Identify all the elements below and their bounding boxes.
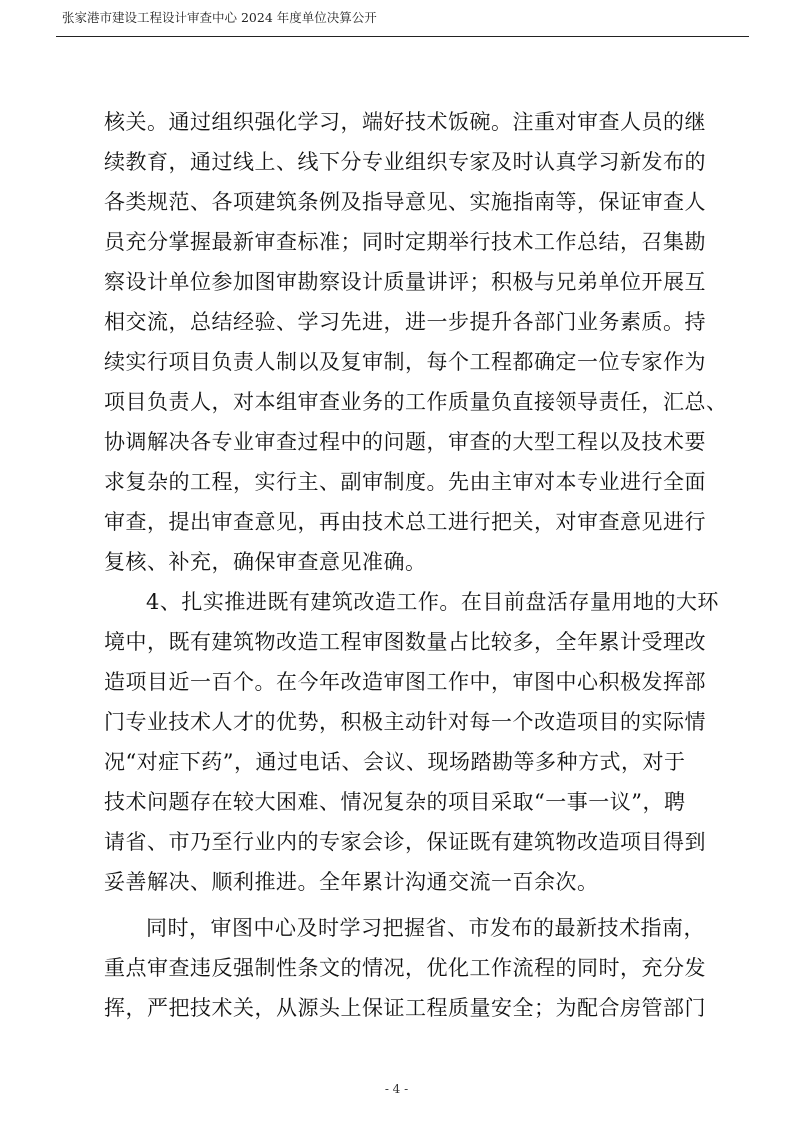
- running-header: 张家港市建设工程设计审查中心 2024 年度单位决算公开: [62, 10, 377, 25]
- text-line: 技术问题存在较大困难、情况复杂的项目采取“一事一议”，聘: [104, 790, 686, 814]
- text-line: 续教育，通过线上、线下分专业组织专家及时认真学习新发布的: [104, 150, 706, 174]
- text-line: 挥，严把技术关，从源头上保证工程质量安全；为配合房管部门: [104, 996, 706, 1020]
- text-line: 核关。通过组织强化学习，端好技术饭碗。注重对审查人员的继: [104, 110, 706, 134]
- text-line: 4、扎实推进既有建筑改造工作。在目前盘活存量用地的大环: [146, 590, 719, 614]
- paragraph: [104, 582, 719, 902]
- text-line: 门专业技术人才的优势，积极主动针对每一个改造项目的实际情: [104, 710, 706, 734]
- paragraph: [104, 908, 716, 1028]
- text-line: 妥善解决、顺利推进。全年累计沟通交流一百余次。: [104, 870, 599, 894]
- text-line: 复核、补充，确保审查意见准确。: [104, 550, 427, 574]
- text-line: 员充分掌握最新审查标准；同时定期举行技术工作总结，召集勘: [104, 230, 706, 254]
- body-text: [104, 102, 728, 1028]
- page-number: - 4 -: [384, 1082, 409, 1096]
- text-line: 各类规范、各项建筑条例及指导意见、实施指南等，保证审查人: [104, 190, 706, 214]
- text-line: 审查，提出审查意见，再由技术总工进行把关，对审查意见进行: [104, 510, 706, 534]
- text-line: 察设计单位参加图审勘察设计质量讲评；积极与兄弟单位开展互: [104, 270, 706, 294]
- text-line: 求复杂的工程，实行主、副审制度。先由主审对本专业进行全面: [104, 470, 706, 494]
- text-line: 同时，审图中心及时学习把握省、市发布的最新技术指南，: [146, 916, 705, 940]
- text-line: 重点审查违反强制性条文的情况，优化工作流程的同时，充分发: [104, 956, 706, 980]
- text-line: 续实行项目负责人制以及复审制，每个工程都确定一位专家作为: [104, 350, 706, 374]
- text-line: 造项目近一百个。在今年改造审图工作中，审图中心积极发挥部: [104, 670, 706, 694]
- text-line: 境中，既有建筑物改造工程审图数量占比较多，全年累计受理改: [104, 630, 706, 654]
- text-line: 项目负责人，对本组审查业务的工作质量负直接领导责任，汇总、: [104, 390, 728, 414]
- text-line: 请省、市乃至行业内的专家会诊，保证既有建筑物改造项目得到: [104, 830, 706, 854]
- text-line: 况“对症下药”，通过电话、会议、现场踏勘等多种方式，对于: [104, 750, 686, 774]
- text-line: 协调解决各专业审查过程中的问题，审查的大型工程以及技术要: [104, 430, 706, 454]
- header-rule: [56, 36, 749, 37]
- paragraph: [104, 102, 728, 582]
- text-line: 相交流，总结经验、学习先进，进一步提升各部门业务素质。持: [104, 310, 706, 334]
